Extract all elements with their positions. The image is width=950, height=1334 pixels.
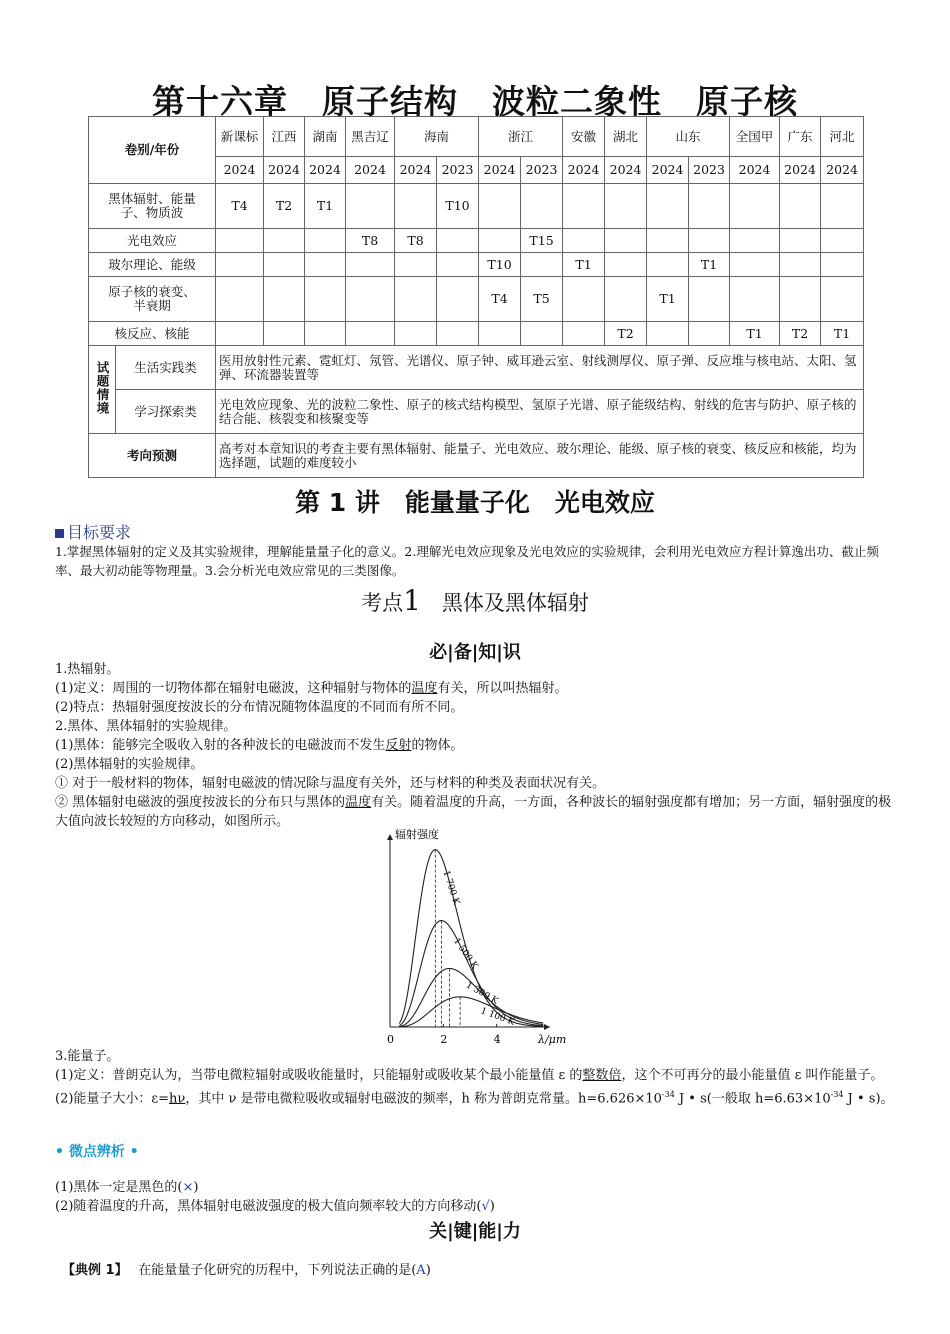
question-cell — [395, 277, 437, 322]
question-cell — [264, 322, 305, 346]
question-cell: T4 — [216, 184, 264, 229]
question-cell — [216, 322, 264, 346]
question-cell — [346, 184, 395, 229]
region-header: 广东 — [780, 117, 821, 157]
question-cell — [730, 253, 780, 277]
region-header: 海南 — [395, 117, 479, 157]
region-header: 山东 — [647, 117, 730, 157]
question-cell — [647, 253, 689, 277]
question-cell — [605, 229, 647, 253]
question-cell — [305, 253, 346, 277]
question-cell: T1 — [730, 322, 780, 346]
region-header: 全国甲 — [730, 117, 780, 157]
question-cell — [563, 277, 605, 322]
curve-temperature-label: 1 500 K — [451, 936, 480, 972]
question-cell: T15 — [521, 229, 563, 253]
question-cell — [395, 322, 437, 346]
question-cell — [305, 322, 346, 346]
example-question: 【典例 1】 在能量量子化研究的历程中，下列说法正确的是(A) — [62, 1263, 431, 1278]
life-practice-text: 医用放射性元素、霓虹灯、氖管、光谱仪、原子钟、威耳逊云室、射线测厚仪、原子弹、反应堆与核电站、太阳、氢弹、环流器装置等 — [216, 346, 864, 390]
paragraph: (2)特点：热辐射强度按波长的分布情况随物体温度的不同而有所不同。 — [55, 700, 464, 715]
question-cell — [264, 277, 305, 322]
question-cell — [821, 184, 864, 229]
question-cell — [780, 253, 821, 277]
question-cell — [395, 184, 437, 229]
square-bullet-icon — [55, 529, 64, 538]
question-cell — [216, 277, 264, 322]
question-cell — [305, 277, 346, 322]
paragraph: (2)能量子大小：ε=hν，其中 ν 是带电微粒吸收或辐射电磁波的频率，h 称为普朗克常量。$h=6.626\times 10^{-34}$ J • s(一般取 $h=6.63\times 10^{-34}$ J • s)。 — [55, 1090, 894, 1107]
forecast-label: 考向预测 — [89, 434, 216, 478]
question-cell: T4 — [479, 277, 521, 322]
answer-option: A — [416, 1263, 426, 1278]
goal-text: 1.掌握黑体辐射的定义及其实验规律，理解能量量子化的意义。2.理解光电效应现象及光电效应的实验规律，会利用光电效应方程计算逸出功、截止频率、最大初动能等物理量。3.会分析光电效应常见的三类图像。 — [55, 544, 879, 578]
key-ability-heading: 关|键|能|力 — [429, 1221, 521, 1242]
example-tag: 【典例 1】 — [62, 1263, 122, 1278]
question-cell — [479, 322, 521, 346]
question-cell — [647, 322, 689, 346]
paragraph: ② 黑体辐射电磁波的强度按波长的分布只与黑体的温度有关。随着温度的升高，一方面，各种波长的辐射强度都有增加；另一方面，辐射强度的极大值向波长较短的方向移动，如图所示。 — [55, 795, 892, 829]
question-cell — [689, 229, 730, 253]
question-cell — [437, 322, 479, 346]
question-cell: T1 — [689, 253, 730, 277]
question-cell: T1 — [305, 184, 346, 229]
year-cell: 2024 — [264, 157, 305, 184]
paragraph: 2.黑体、黑体辐射的实验规律。 — [55, 719, 237, 734]
radiation-curve — [399, 921, 543, 1026]
year-cell: 2023 — [437, 157, 479, 184]
question-cell — [521, 253, 563, 277]
x-axis-label: λ/μm — [538, 1033, 567, 1046]
paragraph: ① 对于一般材料的物体，辐射电磁波的情况除与温度有关外，还与材料的种类及表面状况有关。 — [55, 776, 606, 791]
question-cell — [437, 229, 479, 253]
question-cell — [346, 322, 395, 346]
topic-label: 黑体辐射、能量子、物质波 — [89, 184, 216, 229]
region-header: 新课标 — [216, 117, 264, 157]
paragraph: (1)黑体：能够完全吸收入射的各种波长的电磁波而不发生反射的物体。 — [55, 738, 464, 753]
question-cell: T10 — [479, 253, 521, 277]
question-cell: T2 — [780, 322, 821, 346]
paragraph: (1)定义：周围的一切物体都在辐射电磁波，这种辐射与物体的温度有关，所以叫热辐射。 — [55, 681, 568, 696]
year-cell: 2024 — [346, 157, 395, 184]
year-cell: 2024 — [216, 157, 264, 184]
question-cell — [479, 229, 521, 253]
question-cell: T2 — [605, 322, 647, 346]
year-cell: 2024 — [305, 157, 346, 184]
micro-analysis-heading: • 微点辨析 • — [55, 1144, 139, 1160]
year-cell: 2024 — [563, 157, 605, 184]
section-energy-quantum — [55, 1047, 900, 1108]
question-cell: T1 — [821, 322, 864, 346]
question-cell — [821, 229, 864, 253]
context-header: 试题情境 — [89, 346, 116, 434]
year-cell: 2024 — [730, 157, 780, 184]
question-cell — [605, 253, 647, 277]
lecture-title: 第 1 讲 能量量子化 光电效应 — [295, 488, 655, 517]
topic-label: 原子核的衰变、半衰期 — [89, 277, 216, 322]
topic-label: 核反应、核能 — [89, 322, 216, 346]
question-cell — [346, 277, 395, 322]
year-cell: 2024 — [479, 157, 521, 184]
forecast-text: 高考对本章知识的考查主要有黑体辐射、能量子、光电效应、玻尔理论、能级、原子核的衰变、核反应和核能，均为选择题，试题的难度较小 — [216, 434, 864, 478]
question-cell: T5 — [521, 277, 563, 322]
region-header: 湖北 — [605, 117, 647, 157]
question-cell — [305, 229, 346, 253]
question-cell — [563, 184, 605, 229]
year-cell: 2023 — [689, 157, 730, 184]
curve-temperature-label: 1 700 K — [440, 869, 461, 907]
life-practice-label: 生活实践类 — [116, 346, 216, 390]
region-header: 江西 — [264, 117, 305, 157]
x-axis-arrow — [544, 1024, 550, 1030]
question-cell — [563, 322, 605, 346]
question-cell — [605, 184, 647, 229]
question-cell — [689, 277, 730, 322]
question-cell — [437, 277, 479, 322]
question-cell — [264, 229, 305, 253]
paragraph: (1)定义：普朗克认为，当带电微粒辐射或吸收能量时，只能辐射或吸收某个最小能量值 ε 的整数倍，这个不可再分的最小能量值 ε 叫作能量子。 — [55, 1068, 884, 1083]
paragraph: 3.能量子。 — [55, 1049, 120, 1064]
exam-analysis-table — [88, 116, 864, 478]
x-tick-label: 0 — [387, 1033, 394, 1046]
question-cell — [647, 229, 689, 253]
must-know-heading: 必|备|知|识 — [429, 642, 521, 663]
x-tick-label: 4 — [493, 1033, 501, 1046]
chapter-title: 第十六章 原子结构 波粒二象性 原子核 — [152, 82, 798, 121]
question-cell — [821, 277, 864, 322]
section-thermal-radiation — [55, 660, 900, 831]
question-cell — [264, 253, 305, 277]
y-axis-label: 辐射强度 — [395, 828, 439, 841]
study-explore-text: 光电效应现象、光的波粒二象性、原子的核式结构模型、氢原子光谱、原子能级结构、射线的危害与防护、原子核的结合能、核裂变和核聚变等 — [216, 390, 864, 434]
region-header: 浙江 — [479, 117, 563, 157]
question-cell — [563, 229, 605, 253]
question-cell: T1 — [563, 253, 605, 277]
year-cell: 2024 — [821, 157, 864, 184]
blackbody-radiation-chart — [380, 826, 570, 1046]
year-cell: 2024 — [647, 157, 689, 184]
question-cell — [647, 184, 689, 229]
year-cell: 2024 — [605, 157, 647, 184]
study-explore-label: 学习探索类 — [116, 390, 216, 434]
question-cell — [730, 229, 780, 253]
question-cell — [689, 184, 730, 229]
curve-temperature-label: 1 100 K — [479, 1006, 516, 1028]
question-cell — [605, 277, 647, 322]
question-cell: T2 — [264, 184, 305, 229]
question-cell: T8 — [346, 229, 395, 253]
region-header: 河北 — [821, 117, 864, 157]
question-cell — [346, 253, 395, 277]
curve-temperature-label: 1 300 K — [463, 980, 500, 1007]
question-cell — [521, 184, 563, 229]
y-axis-arrow — [387, 834, 393, 840]
topic-label: 光电效应 — [89, 229, 216, 253]
question-cell — [216, 253, 264, 277]
question-cell: T1 — [647, 277, 689, 322]
goal-heading: 目标要求 — [55, 520, 131, 543]
question-cell — [216, 229, 264, 253]
question-cell — [730, 184, 780, 229]
region-header: 安徽 — [563, 117, 605, 157]
question-cell — [689, 322, 730, 346]
question-cell — [521, 322, 563, 346]
question-cell — [395, 253, 437, 277]
question-cell: T10 — [437, 184, 479, 229]
paragraph: (2)黑体辐射的实验规律。 — [55, 757, 204, 772]
region-header: 湖南 — [305, 117, 346, 157]
region-header: 黑吉辽 — [346, 117, 395, 157]
paragraph: 1.热辐射。 — [55, 662, 120, 677]
question-cell — [821, 253, 864, 277]
question-cell — [437, 253, 479, 277]
table-corner-header: 卷别/年份 — [89, 117, 216, 184]
radiation-curve — [399, 850, 543, 1027]
year-cell: 2023 — [521, 157, 563, 184]
year-cell: 2024 — [780, 157, 821, 184]
paragraph: (1)黑体一定是黑色的(×) — [55, 1180, 199, 1195]
question-cell — [730, 277, 780, 322]
x-tick-label: 2 — [440, 1033, 448, 1046]
question-cell — [780, 277, 821, 322]
topic-label: 玻尔理论、能级 — [89, 253, 216, 277]
year-cell: 2024 — [395, 157, 437, 184]
question-cell — [780, 229, 821, 253]
micro-analysis-items — [55, 1178, 900, 1216]
question-cell — [780, 184, 821, 229]
question-cell — [479, 184, 521, 229]
question-cell: T8 — [395, 229, 437, 253]
paragraph: (2)随着温度的升高，黑体辐射电磁波强度的极大值向频率较大的方向移动(√) — [55, 1199, 495, 1214]
point-title: 考点1 黑体及黑体辐射 — [361, 584, 589, 617]
